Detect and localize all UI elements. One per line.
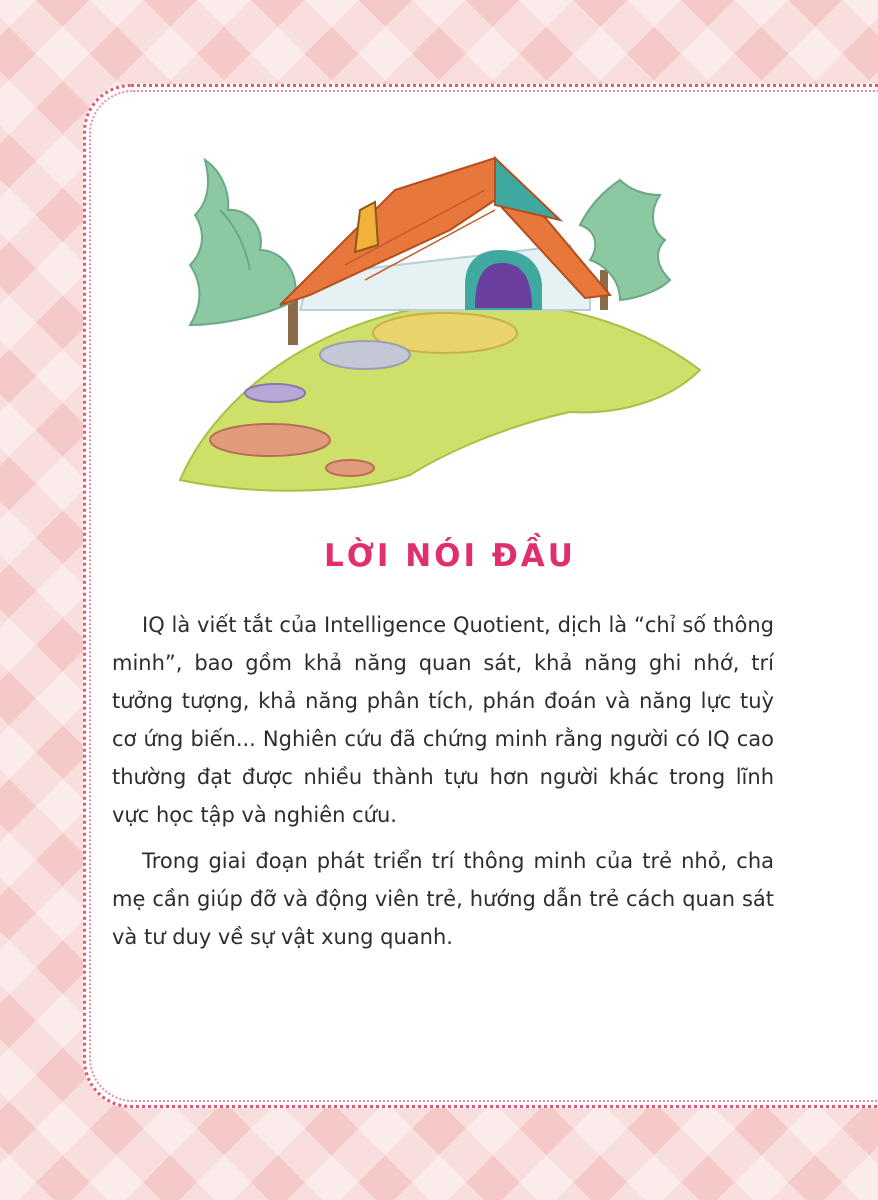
left-pine-tree: [190, 160, 298, 345]
intro-paragraph-1: IQ là viết tắt của Intelligence Quotient, dịch là “chỉ số thông minh”, bao gồm khả năng quan sát, khả năng ghi nhớ, trí tưởng tượng, khả năng phân tích, phán đoán và năng lực tuỳ cơ ứng biến... Nghiên cứu đã chứng minh rằng người có IQ cao thường đạt được nhiều thành tựu hơn người khác trong lĩnh vực học tập và nghiên cứu.: [112, 613, 774, 827]
intro-paragraph-2: Trong giai đoạn phát triển trí thông minh của trẻ nhỏ, cha mẹ cần giúp đỡ và động viên trẻ, hướng dẫn trẻ cách quan sát và tư duy về sự vật xung quanh.: [112, 849, 774, 949]
cottage: [280, 158, 610, 310]
page-title: LỜI NÓI ĐẦU: [324, 538, 576, 574]
cottage-illustration: [150, 150, 710, 500]
